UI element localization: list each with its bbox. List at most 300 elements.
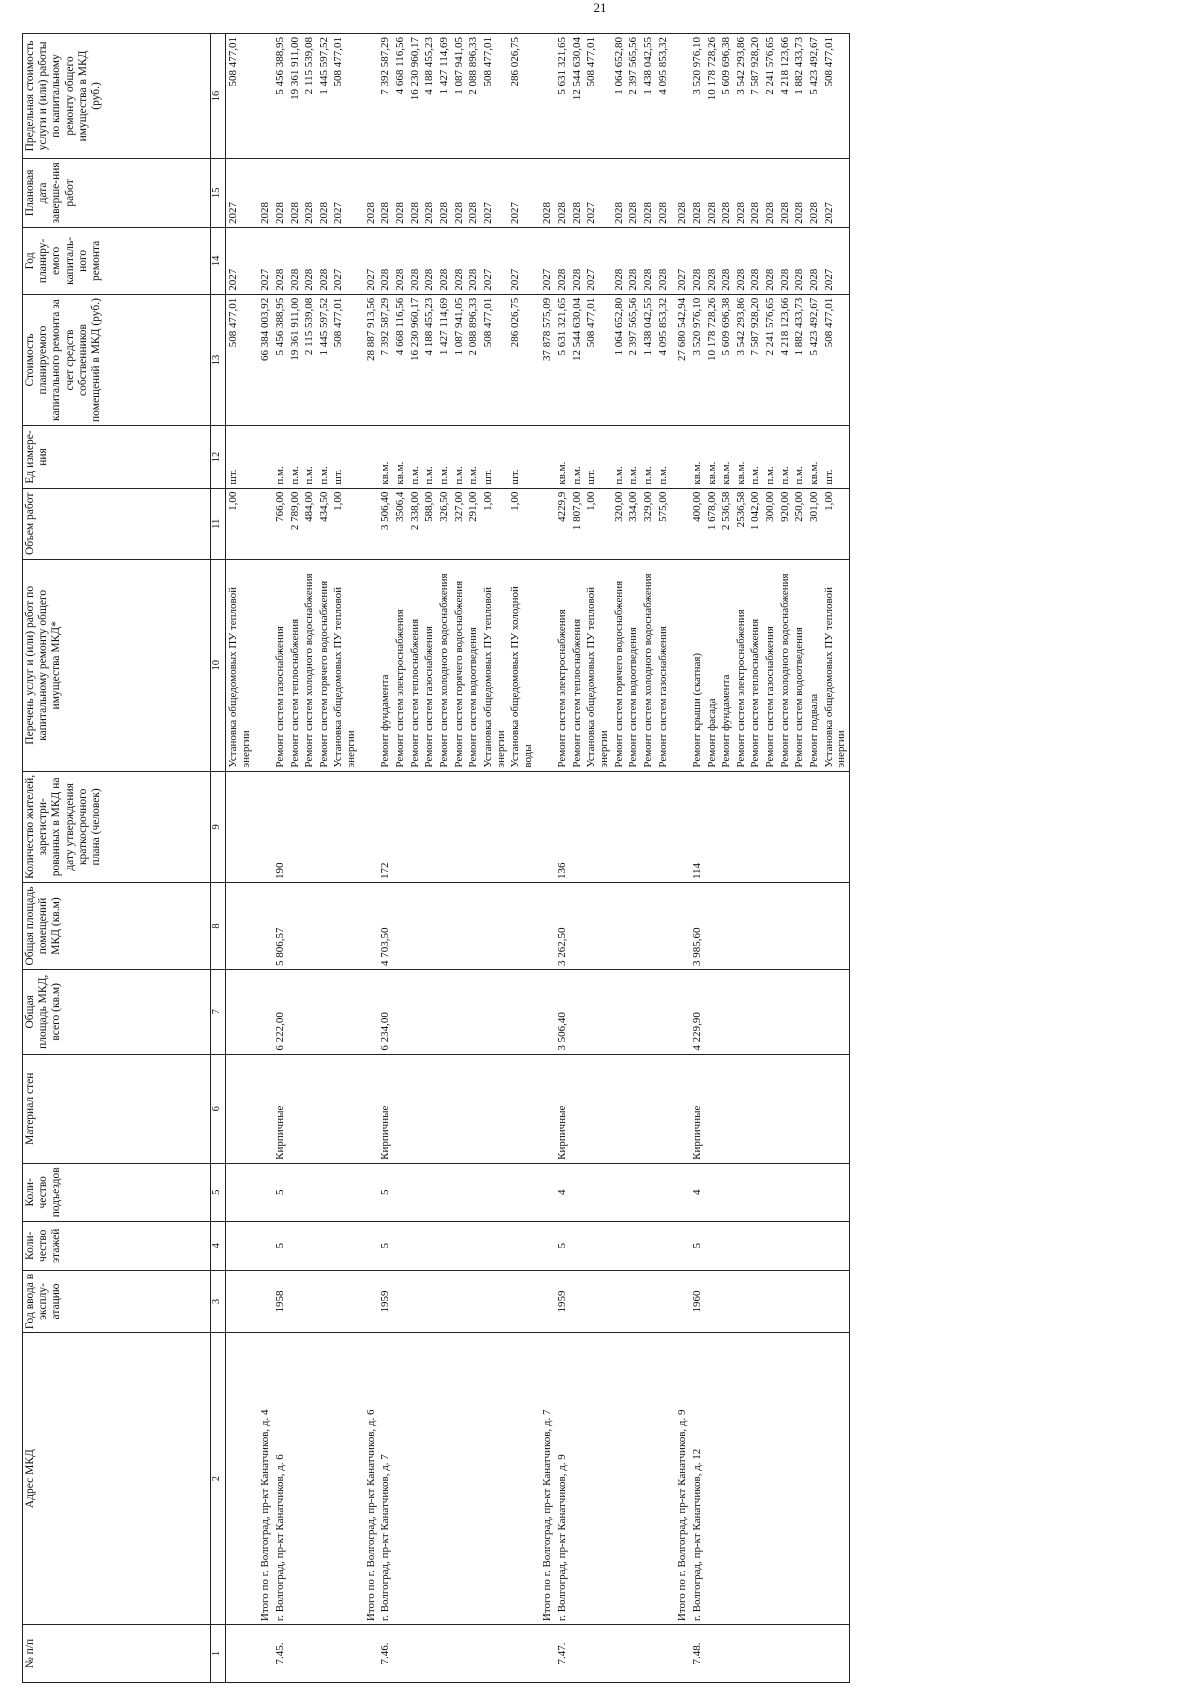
cell-limit: 3 542 293,86 <box>734 34 749 159</box>
cell-finish: 2028 <box>705 158 720 227</box>
column-number-16: 16 <box>211 34 226 159</box>
column-header-7: Общая площадь МКД, всего (кв.м) <box>23 969 211 1054</box>
cell-address <box>452 1333 467 1625</box>
cell-entrances <box>584 1163 611 1221</box>
cell-floors <box>719 1221 734 1270</box>
cell-unit: шт. <box>331 426 358 488</box>
cell-entrances: 4 <box>690 1163 705 1221</box>
cell-unit: шт. <box>584 426 611 488</box>
cell-address <box>508 1333 535 1625</box>
cell-limit: 4 188 455,23 <box>422 34 437 159</box>
cell-residents <box>408 771 423 882</box>
cell-year-repair: 2028 <box>273 227 288 294</box>
table-row <box>763 34 778 1683</box>
cell-area-total <box>226 969 254 1054</box>
cell-work <box>359 559 379 771</box>
cell-volume: 766,00 <box>273 488 288 559</box>
cell-unit <box>253 426 273 488</box>
cell-volume: 2 536,58 <box>719 488 734 559</box>
cell-year-built <box>792 1270 807 1332</box>
cell-finish: 2028 <box>748 158 763 227</box>
cell-finish: 2028 <box>273 158 288 227</box>
cell-area-rooms <box>408 883 423 970</box>
cell-cost: 5 423 492,67 <box>807 294 822 425</box>
cell-floors <box>670 1221 690 1270</box>
cell-volume: 327,00 <box>452 488 467 559</box>
cell-year-built <box>359 1270 379 1332</box>
cell-year-built <box>317 1270 332 1332</box>
column-header-14: Год планиру-емого капиталь-ного ремонта <box>23 227 211 294</box>
cell-residents <box>705 771 720 882</box>
cell-area-rooms <box>656 883 671 970</box>
column-number-10: 10 <box>211 559 226 771</box>
column-header-5: Коли-чество подъездов <box>23 1163 211 1221</box>
cell-residents <box>288 771 303 882</box>
cell-area-total <box>408 969 423 1054</box>
cell-work: Ремонт систем электроснабжения <box>555 559 570 771</box>
cell-year-repair: 2027 <box>359 227 379 294</box>
cell-finish: 2028 <box>437 158 452 227</box>
cell-finish: 2028 <box>656 158 671 227</box>
table-row <box>641 34 656 1683</box>
cell-year-built <box>763 1270 778 1332</box>
cell-area-rooms <box>452 883 467 970</box>
cell-unit: шт. <box>822 426 850 488</box>
cell-unit: кв.м. <box>393 426 408 488</box>
cell-floors <box>778 1221 793 1270</box>
cell-limit: 1 064 652,80 <box>612 34 627 159</box>
cell-year-repair: 2028 <box>641 227 656 294</box>
cell-volume: 329,00 <box>641 488 656 559</box>
cell-year-built <box>302 1270 317 1332</box>
column-number-14: 14 <box>211 227 226 294</box>
cell-entrances <box>466 1163 481 1221</box>
cell-no <box>670 1625 690 1683</box>
cell-address <box>466 1333 481 1625</box>
column-header-11: Объем работ <box>23 488 211 559</box>
cell-area-rooms <box>359 883 379 970</box>
cell-unit: п.м. <box>792 426 807 488</box>
column-number-7: 7 <box>211 969 226 1054</box>
cell-wall <box>302 1054 317 1163</box>
cell-work: Ремонт фундамента <box>378 559 393 771</box>
cell-floors <box>822 1221 850 1270</box>
cell-wall <box>778 1054 793 1163</box>
cell-cost: 19 361 911,00 <box>288 294 303 425</box>
column-header-10: Перечень услуг и (или) работ по капитальному ремонту общего имущества МКД* <box>23 559 211 771</box>
cell-area-total <box>792 969 807 1054</box>
cell-cost: 1 445 597,52 <box>317 294 332 425</box>
cell-address <box>792 1333 807 1625</box>
cell-unit: кв.м. <box>705 426 720 488</box>
cell-year-built <box>452 1270 467 1332</box>
cell-year-built <box>481 1270 508 1332</box>
cell-work <box>670 559 690 771</box>
cell-work <box>535 559 555 771</box>
cell-limit: 2 115 539,08 <box>302 34 317 159</box>
cell-wall <box>422 1054 437 1163</box>
cell-work: Ремонт систем горячего водоснабжения <box>317 559 332 771</box>
cell-floors <box>792 1221 807 1270</box>
cell-entrances <box>331 1163 358 1221</box>
cell-area-rooms <box>719 883 734 970</box>
cell-address <box>393 1333 408 1625</box>
table-row <box>317 34 332 1683</box>
cell-floors <box>331 1221 358 1270</box>
cell-residents <box>331 771 358 882</box>
cell-cost: 3 520 976,10 <box>690 294 705 425</box>
cell-floors <box>452 1221 467 1270</box>
cell-work: Ремонт подвала <box>807 559 822 771</box>
cell-finish: 2028 <box>317 158 332 227</box>
cell-volume <box>359 488 379 559</box>
cell-residents <box>822 771 850 882</box>
cell-limit <box>359 34 379 159</box>
table-row <box>792 34 807 1683</box>
cell-cost: 10 178 728,26 <box>705 294 720 425</box>
cell-year-repair: 2027 <box>584 227 611 294</box>
cell-address: Итого по г. Волгоград, пр-кт Канатчиков, д. 9 <box>670 1333 690 1625</box>
cell-address <box>437 1333 452 1625</box>
cell-finish: 2028 <box>719 158 734 227</box>
cell-limit <box>253 34 273 159</box>
cell-area-rooms <box>393 883 408 970</box>
cell-year-repair: 2027 <box>331 227 358 294</box>
cell-residents: 114 <box>690 771 705 882</box>
cell-volume <box>253 488 273 559</box>
cell-unit <box>670 426 690 488</box>
cell-volume: 300,00 <box>763 488 778 559</box>
cell-unit: п.м. <box>778 426 793 488</box>
column-header-3: Год ввода в эксплу-атацию <box>23 1270 211 1332</box>
column-number-2: 2 <box>211 1333 226 1625</box>
table-row <box>508 34 535 1683</box>
column-header-2: Адрес МКД <box>23 1333 211 1625</box>
cell-cost: 508 477,01 <box>584 294 611 425</box>
cell-area-total <box>302 969 317 1054</box>
cell-year-built <box>626 1270 641 1332</box>
cell-entrances <box>359 1163 379 1221</box>
cell-residents <box>466 771 481 882</box>
cell-floors <box>253 1221 273 1270</box>
cell-no <box>822 1625 850 1683</box>
cell-address <box>226 1333 254 1625</box>
cell-limit: 16 230 960,17 <box>408 34 423 159</box>
cell-floors <box>481 1221 508 1270</box>
cell-entrances <box>226 1163 254 1221</box>
cell-limit: 1 087 941,05 <box>452 34 467 159</box>
cell-year-repair: 2028 <box>555 227 570 294</box>
cell-residents <box>807 771 822 882</box>
cell-area-rooms <box>807 883 822 970</box>
cell-finish: 2028 <box>690 158 705 227</box>
cell-entrances <box>570 1163 585 1221</box>
table-row <box>273 34 288 1683</box>
cell-area-total <box>584 969 611 1054</box>
cell-wall: Кирпичные <box>378 1054 393 1163</box>
cell-floors <box>535 1221 555 1270</box>
cell-year-built <box>408 1270 423 1332</box>
cell-no <box>763 1625 778 1683</box>
cell-residents <box>641 771 656 882</box>
cell-floors <box>302 1221 317 1270</box>
cell-no <box>253 1625 273 1683</box>
cell-limit: 3 520 976,10 <box>690 34 705 159</box>
cell-entrances <box>253 1163 273 1221</box>
cell-year-repair: 2028 <box>466 227 481 294</box>
cell-wall <box>452 1054 467 1163</box>
cell-finish: 2027 <box>331 158 358 227</box>
cell-year-repair: 2028 <box>748 227 763 294</box>
cell-entrances <box>656 1163 671 1221</box>
cell-year-built <box>670 1270 690 1332</box>
cell-no: 7.48. <box>690 1625 705 1683</box>
cell-work: Ремонт систем горячего водоснабжения <box>452 559 467 771</box>
cell-volume: 320,00 <box>612 488 627 559</box>
cell-unit: п.м. <box>641 426 656 488</box>
cell-no <box>719 1625 734 1683</box>
cell-work: Ремонт систем холодного водоснабжения <box>437 559 452 771</box>
cell-entrances <box>317 1163 332 1221</box>
cell-floors <box>705 1221 720 1270</box>
cell-finish: 2028 <box>359 158 379 227</box>
total-row <box>253 34 273 1683</box>
cell-area-rooms <box>422 883 437 970</box>
cell-residents <box>508 771 535 882</box>
cell-limit: 7 392 587,29 <box>378 34 393 159</box>
total-row <box>359 34 379 1683</box>
cell-area-total <box>317 969 332 1054</box>
cell-limit: 4 218 123,66 <box>778 34 793 159</box>
cell-year-built <box>719 1270 734 1332</box>
cell-entrances <box>670 1163 690 1221</box>
cell-address: г. Волгоград, пр-кт Канатчиков, д. 12 <box>690 1333 705 1625</box>
cell-limit: 10 178 728,26 <box>705 34 720 159</box>
cell-cost: 4 188 455,23 <box>422 294 437 425</box>
cell-finish: 2028 <box>378 158 393 227</box>
cell-unit: кв.м. <box>719 426 734 488</box>
cell-work: Ремонт систем газоснабжения <box>763 559 778 771</box>
cell-cost: 2 397 565,56 <box>626 294 641 425</box>
table-row <box>408 34 423 1683</box>
cell-area-total <box>670 969 690 1054</box>
cell-cost: 2 115 539,08 <box>302 294 317 425</box>
cell-limit: 508 477,01 <box>584 34 611 159</box>
cell-address <box>705 1333 720 1625</box>
cell-volume: 1,00 <box>822 488 850 559</box>
column-number-1: 1 <box>211 1625 226 1683</box>
cell-year-repair: 2027 <box>508 227 535 294</box>
cell-work: Ремонт систем электроснабжения <box>734 559 749 771</box>
cell-floors <box>288 1221 303 1270</box>
cell-wall <box>317 1054 332 1163</box>
cell-cost: 5 609 696,38 <box>719 294 734 425</box>
cell-limit: 508 477,01 <box>331 34 358 159</box>
cell-limit: 2 397 565,56 <box>626 34 641 159</box>
cell-year-built: 1959 <box>555 1270 570 1332</box>
cell-unit: п.м. <box>748 426 763 488</box>
cell-area-rooms <box>226 883 254 970</box>
cell-area-total <box>331 969 358 1054</box>
cell-limit: 4 668 116,56 <box>393 34 408 159</box>
cell-wall: Кирпичные <box>690 1054 705 1163</box>
cell-residents <box>393 771 408 882</box>
cell-cost: 4 218 123,66 <box>778 294 793 425</box>
cell-unit <box>535 426 555 488</box>
cell-floors: 5 <box>690 1221 705 1270</box>
cell-year-built <box>748 1270 763 1332</box>
cell-wall <box>408 1054 423 1163</box>
cell-year-repair: 2027 <box>670 227 690 294</box>
page-number: 21 <box>593 0 607 15</box>
cell-no <box>288 1625 303 1683</box>
cell-year-repair: 2028 <box>626 227 641 294</box>
cell-no <box>408 1625 423 1683</box>
cell-area-rooms <box>763 883 778 970</box>
cell-area-rooms <box>466 883 481 970</box>
table-row <box>705 34 720 1683</box>
cell-year-repair: 2028 <box>452 227 467 294</box>
cell-no <box>535 1625 555 1683</box>
cell-area-rooms <box>822 883 850 970</box>
cell-cost: 286 026,75 <box>508 294 535 425</box>
cell-unit: п.м. <box>466 426 481 488</box>
cell-limit: 5 456 388,95 <box>273 34 288 159</box>
cell-unit: кв.м. <box>378 426 393 488</box>
cell-work: Ремонт систем газоснабжения <box>422 559 437 771</box>
cell-year-built <box>437 1270 452 1332</box>
cell-year-repair: 2028 <box>393 227 408 294</box>
column-header-6: Материал стен <box>23 1054 211 1163</box>
cell-year-repair: 2028 <box>656 227 671 294</box>
cell-area-total <box>466 969 481 1054</box>
cell-address <box>317 1333 332 1625</box>
cell-year-repair: 2027 <box>535 227 555 294</box>
table-row <box>626 34 641 1683</box>
cell-area-total <box>763 969 778 1054</box>
cell-no <box>748 1625 763 1683</box>
cell-area-total <box>422 969 437 1054</box>
cell-work: Установка общедомовых ПУ тепловой энергии <box>822 559 850 771</box>
cell-entrances <box>719 1163 734 1221</box>
table-row <box>378 34 393 1683</box>
cell-volume: 2536,58 <box>734 488 749 559</box>
cell-wall <box>359 1054 379 1163</box>
cell-finish: 2028 <box>253 158 273 227</box>
table-row <box>570 34 585 1683</box>
cell-work: Ремонт систем теплоснабжения <box>288 559 303 771</box>
cell-year-built <box>253 1270 273 1332</box>
cell-year-repair: 2028 <box>778 227 793 294</box>
cell-floors <box>656 1221 671 1270</box>
cell-year-repair: 2028 <box>437 227 452 294</box>
cell-wall <box>393 1054 408 1163</box>
cell-area-total <box>481 969 508 1054</box>
cell-no <box>437 1625 452 1683</box>
cell-finish: 2028 <box>302 158 317 227</box>
cell-work: Ремонт крыши (скатная) <box>690 559 705 771</box>
cell-unit: п.м. <box>273 426 288 488</box>
cell-wall <box>535 1054 555 1163</box>
table-row <box>734 34 749 1683</box>
cell-year-repair: 2027 <box>226 227 254 294</box>
cell-no <box>807 1625 822 1683</box>
cell-entrances <box>626 1163 641 1221</box>
table-row <box>422 34 437 1683</box>
cell-year-repair: 2028 <box>734 227 749 294</box>
cell-area-total <box>719 969 734 1054</box>
cell-entrances <box>393 1163 408 1221</box>
cell-address: Итого по г. Волгоград, пр-кт Канатчиков, д. 4 <box>253 1333 273 1625</box>
cell-area-total <box>626 969 641 1054</box>
cell-wall <box>748 1054 763 1163</box>
cell-year-built <box>807 1270 822 1332</box>
column-number-13: 13 <box>211 294 226 425</box>
cell-no <box>481 1625 508 1683</box>
cell-wall <box>226 1054 254 1163</box>
cell-residents <box>437 771 452 882</box>
cell-year-built <box>393 1270 408 1332</box>
cell-address <box>778 1333 793 1625</box>
cell-entrances <box>748 1163 763 1221</box>
cell-residents <box>778 771 793 882</box>
capital-repair-table <box>22 33 850 1683</box>
cell-limit: 5 609 696,38 <box>719 34 734 159</box>
cell-area-rooms <box>331 883 358 970</box>
cell-residents <box>253 771 273 882</box>
cell-year-built: 1960 <box>690 1270 705 1332</box>
cell-address <box>807 1333 822 1625</box>
cell-year-built <box>612 1270 627 1332</box>
cell-limit: 7 587 928,20 <box>748 34 763 159</box>
cell-area-rooms: 3 985,60 <box>690 883 705 970</box>
cell-area-total <box>570 969 585 1054</box>
table-row <box>288 34 303 1683</box>
cell-address <box>626 1333 641 1625</box>
column-header-12: Ед измере-ния <box>23 426 211 488</box>
cell-residents <box>302 771 317 882</box>
cell-area-total <box>359 969 379 1054</box>
cell-limit: 508 477,01 <box>481 34 508 159</box>
cell-no <box>584 1625 611 1683</box>
cell-finish: 2028 <box>422 158 437 227</box>
table-row <box>452 34 467 1683</box>
cell-floors: 5 <box>273 1221 288 1270</box>
cell-volume: 575,00 <box>656 488 671 559</box>
cell-entrances <box>422 1163 437 1221</box>
cell-cost: 1 438 042,55 <box>641 294 656 425</box>
cell-residents <box>452 771 467 882</box>
cell-wall <box>763 1054 778 1163</box>
column-number-11: 11 <box>211 488 226 559</box>
cell-volume: 1 042,00 <box>748 488 763 559</box>
cell-area-total <box>437 969 452 1054</box>
cell-area-total: 4 229,90 <box>690 969 705 1054</box>
cell-finish: 2028 <box>408 158 423 227</box>
cell-work: Ремонт систем газоснабжения <box>273 559 288 771</box>
cell-limit: 508 477,01 <box>822 34 850 159</box>
cell-no <box>452 1625 467 1683</box>
cell-no <box>612 1625 627 1683</box>
cell-volume: 4229,9 <box>555 488 570 559</box>
cell-floors <box>437 1221 452 1270</box>
cell-area-total <box>822 969 850 1054</box>
cell-volume: 291,00 <box>466 488 481 559</box>
cell-unit: п.м. <box>302 426 317 488</box>
cell-limit <box>535 34 555 159</box>
cell-finish: 2027 <box>584 158 611 227</box>
cell-entrances <box>452 1163 467 1221</box>
